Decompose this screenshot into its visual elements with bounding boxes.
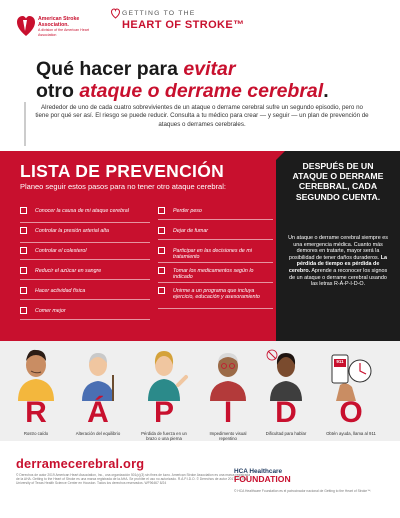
checklist-item[interactable]: Controlar el colesterol xyxy=(20,247,150,260)
header xyxy=(0,0,400,60)
rapido-letter-p: P xyxy=(153,396,174,429)
program-title: HEART OF STROKE™ xyxy=(122,19,245,31)
checklist-item[interactable]: Tomar los medicamentos según lo indicado xyxy=(158,267,273,283)
website-link[interactable]: derramecerebral.org xyxy=(16,456,145,471)
checkbox[interactable] xyxy=(20,207,27,214)
phone-911-text: 911 xyxy=(336,359,344,364)
checkbox[interactable] xyxy=(20,287,27,294)
illustrations-strip xyxy=(0,341,400,401)
rapido-caption-d: Dificultad para hablar xyxy=(265,431,307,436)
checklist-item[interactable]: Perder peso xyxy=(158,207,273,220)
checklist-item[interactable]: Controlar la presión arterial alta xyxy=(20,227,150,243)
checkbox[interactable] xyxy=(158,247,165,254)
checkbox[interactable] xyxy=(158,207,165,214)
rapido-letter-r: R xyxy=(25,396,47,429)
hca-foundation: FOUNDATION xyxy=(234,473,291,484)
rapido-caption-i: Impedimento visual repentino xyxy=(209,431,247,442)
program-subtitle: GETTING TO THE xyxy=(122,10,196,17)
checklist-item[interactable]: Dejar de fumar xyxy=(158,227,273,240)
after-stroke-body: Un ataque o derrame cerebral siempre es una emergencia médica. Cuanto más demores en tratarte, mayor será la posibilidad de tener daños duraderos. La pérdida de tiempo es pérdida de cerebro. Aprende a reconocer los signos de un ataque o derrame cerebral usando las letras R-Á-P-I-D-O. xyxy=(288,235,388,288)
checkbox[interactable] xyxy=(158,287,165,294)
checklist-left-column xyxy=(20,207,150,320)
rapido-letter-d: D xyxy=(275,396,297,429)
checkbox[interactable] xyxy=(158,267,165,274)
checklist-item[interactable]: Reducir el azúcar en sangre xyxy=(20,267,150,280)
rapido-caption-r: Rostro caído xyxy=(23,431,49,436)
checklist-title: LISTA DE PREVENCIÓN xyxy=(20,161,225,181)
arm-weakness-person-icon xyxy=(148,351,186,401)
aha-name: American Stroke Association. A division of the American Heart Association xyxy=(38,16,92,37)
prevention-checklist xyxy=(0,151,276,341)
balance-loss-person-icon xyxy=(82,353,114,401)
page-title: Qué hacer para evitar otro ataque o derrame cerebral. xyxy=(36,58,329,102)
speech-difficulty-person-icon xyxy=(267,350,302,401)
copyright-text: © Derechos de autor 2019 American Heart Association, Inc., una organización 501(c)(3) sin fines de lucro. American Stroke Association es una marca registrada de la AHA. Getting to the Heart of Stroke es una marca registrada de la AHA. Se prohíbe el uso no autorizado. R.Á.P.I.D.O. © Derechos de autor 2017-2019, la University of Texas Health Science Center en Houston. Todos los derechos reservados. WF96467 8/24 xyxy=(16,473,251,486)
checklist-item[interactable]: Hacer actividad física xyxy=(20,287,150,300)
panel-notch xyxy=(276,151,285,160)
sponsor-text: © HCA Healthcare Foundation es el patrocinador nacional de Getting to the Heart of Stroke™. xyxy=(234,489,372,493)
rapido-caption-p: Pérdida de fuerza en un brazo o una pierna xyxy=(141,431,187,442)
after-stroke-title: DESPUÉS DE UN ATAQUE O DERRAME CEREBRAL, CADA SEGUNDO CUENTA. xyxy=(292,161,384,202)
checklist-item[interactable]: Comer mejor xyxy=(20,307,150,320)
rapido-letter-a: Á xyxy=(87,396,109,429)
intro-box xyxy=(24,102,378,146)
checklist-item[interactable]: Participar en las decisiones de mi tratamiento xyxy=(158,247,273,263)
heart-outline-icon xyxy=(111,8,120,19)
checkbox[interactable] xyxy=(20,247,27,254)
intro-text: Alrededor de uno de cada cuatro sobrevivientes de un ataque o derrame cerebral sufre un segundo episodio, pero no tiene por qué ser así. El riesgo se puede reducir. Consulta a tu médico para crear — y seguir — un plan de prevención de ataques o derrames cerebrales. xyxy=(35,104,369,128)
hca-name: HCA Healthcare xyxy=(234,468,283,475)
rapido-caption-o: Obtén ayuda, llama al 911 xyxy=(326,431,376,436)
stroke-signs-illustrations xyxy=(0,341,400,401)
rapido-letter-o: O xyxy=(339,396,363,429)
vision-impairment-person-icon xyxy=(210,353,246,401)
rapido-letter-i: I xyxy=(223,396,233,429)
checkbox[interactable] xyxy=(20,227,27,234)
checklist-subtitle: Planeo seguir estos pasos para no tener otro ataque cerebral: xyxy=(20,182,226,191)
checkbox[interactable] xyxy=(20,267,27,274)
checklist-item[interactable]: Unirme a un programa que incluya ejercicio, educación y asesoramiento xyxy=(158,287,273,309)
checkbox[interactable] xyxy=(158,227,165,234)
checkbox[interactable] xyxy=(20,307,27,314)
rapido-caption-a: Alteración del equilibrio xyxy=(75,431,121,436)
checklist-item[interactable]: Conocer la causa de mi ataque cerebral xyxy=(20,207,150,223)
after-stroke-panel xyxy=(276,151,400,341)
aha-heart-torch-logo-icon xyxy=(16,14,36,38)
hca-foundation-logo xyxy=(234,468,291,483)
checklist-right-column xyxy=(158,207,273,309)
face-drooping-person-icon xyxy=(18,350,54,401)
aha-subtitle: A division of the American Heart Association xyxy=(38,28,89,37)
